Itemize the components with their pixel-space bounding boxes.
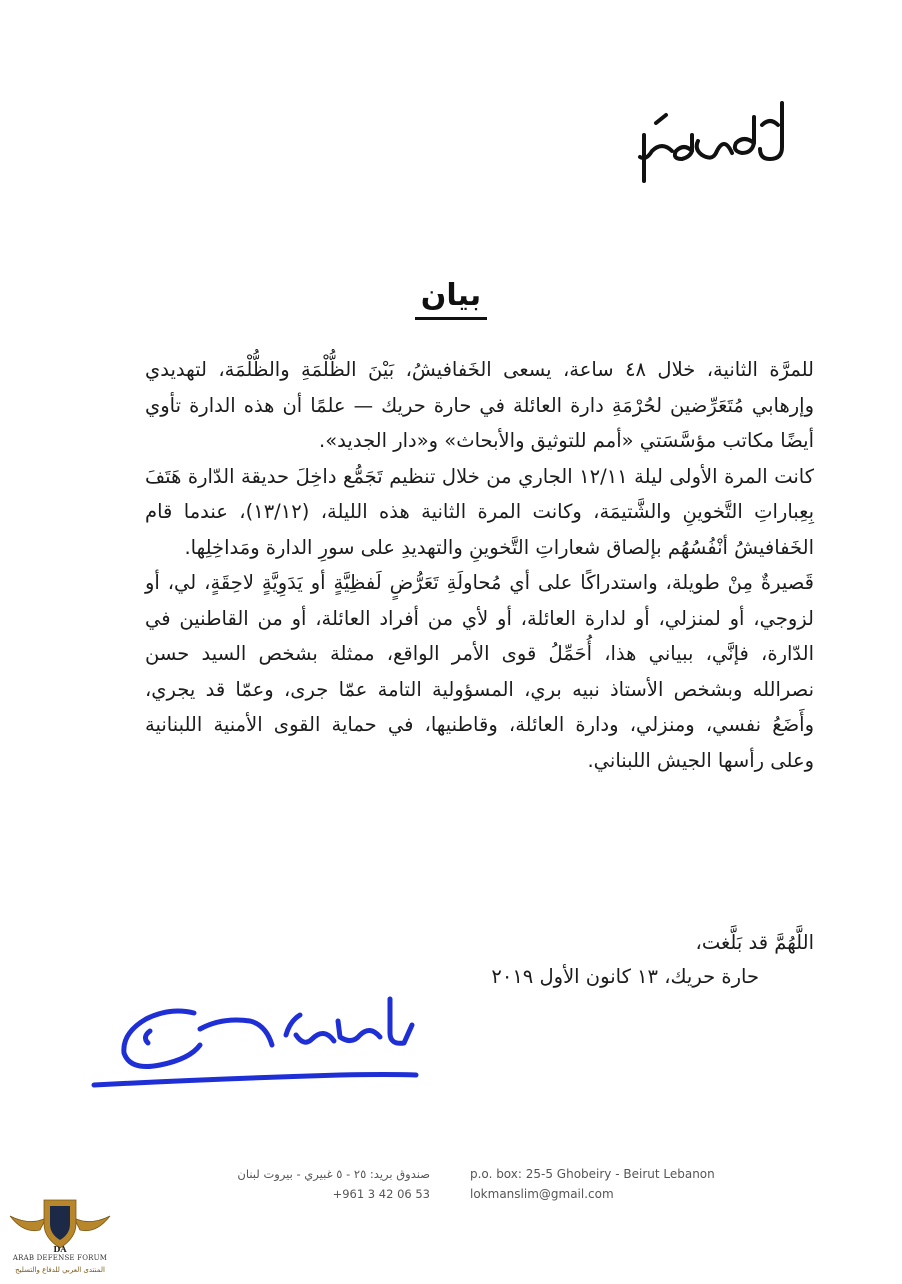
statement-closing <box>414 926 814 994</box>
body-paragraph: للمرَّة الثانية، خلال ٤٨ ساعة، يسعى الخَفافيشُ، بَيْنَ الظُّلْمَةِ والظُّلْمَة، لتهديدي وإرهابي مُتَعَرِّضين لحُرْمَةِ دارة العائلة في حارة حريك — علمًا أن هذه الدارة تأوي أيضًا مكاتب مؤسَّسَتي «أمم للتوثيق والأبحاث» و«دار الجديد». <box>145 358 814 452</box>
footer-ar-address: صندوق بريد: ٢٥ - ٥ غبيري - بيروت لبنان <box>237 1167 430 1181</box>
footer-phone: +961 3 42 06 53 <box>332 1187 430 1201</box>
footer-arabic <box>215 1164 430 1204</box>
footer-english <box>470 1164 770 1204</box>
place-date: حارة حريك، ١٣ كانون الأول ٢٠١٩ <box>491 965 759 988</box>
footer-email: lokmanslim@gmail.com <box>470 1187 614 1201</box>
forum-watermark <box>0 1196 120 1280</box>
footer-en-address: p.o. box: 25-5 Ghobeiry - Beirut Lebanon <box>470 1167 715 1181</box>
forum-badge-text: DA <box>53 1244 67 1254</box>
calligraphy-logo-graphic <box>632 95 792 185</box>
statement-body <box>145 352 814 778</box>
statement-title-text: بيان <box>415 278 487 320</box>
body-paragraph: قَصيرةٌ مِنْ طويلة، واستدراكًا على أي مُحاولَةِ تَعَرُّضٍ لَفظِيَّةٍ أو يَدَوِيَّةٍ لاحِقَةٍ، لي، أو لزوجي، أو لمنزلي، أو لدارة العائلة، أو لأي من أفراد العائلة، أو من القاطنين في الدّارة، فإنَّي، ببياني هذا، أُحَمِّلُ قوى الأمر الواقع، ممثلة بشخص السيد حسن نصرالله وبشخص الأستاذ نبيه بري، المسؤولية التامة عمّا جرى، وعمّا قد يجري، وأَضَعُ نفسي، ومنزلي، ودارة العائلة، وقاطنيها، في حماية القوى الأمنية اللبنانية وعلى رأسها الجيش اللبناني. <box>145 571 814 772</box>
signature-graphic <box>90 985 420 1095</box>
forum-name-en: ARAB DEFENSE FORUM <box>12 1254 108 1262</box>
body-paragraph: كانت المرة الأولى ليلة ١٢/١١ الجاري من خلال تنظيم تَجَمُّع داخِلَ حديقة الدّارة هَتَفَ بِعِباراتِ التَّخوينِ والشَّتيمَة، وكانت المرة الثانية هذه الليلة، (١٣/١٢)، عندما قام الخَفافيشُ أنْفُسُهُم بإلصاق شعاراتِ التَّخوينِ والتهديدِ على سورِ الدارة ومَداخِلِها. <box>145 464 815 559</box>
statement-title <box>0 278 902 313</box>
forum-name-ar: المنتدى العربي للدفاع والتسليح <box>15 1266 105 1274</box>
letterhead-logo <box>632 95 792 185</box>
handwritten-signature <box>90 985 420 1095</box>
closing-line: اللَّهُمَّ قد بَلَّغت، <box>695 931 814 954</box>
